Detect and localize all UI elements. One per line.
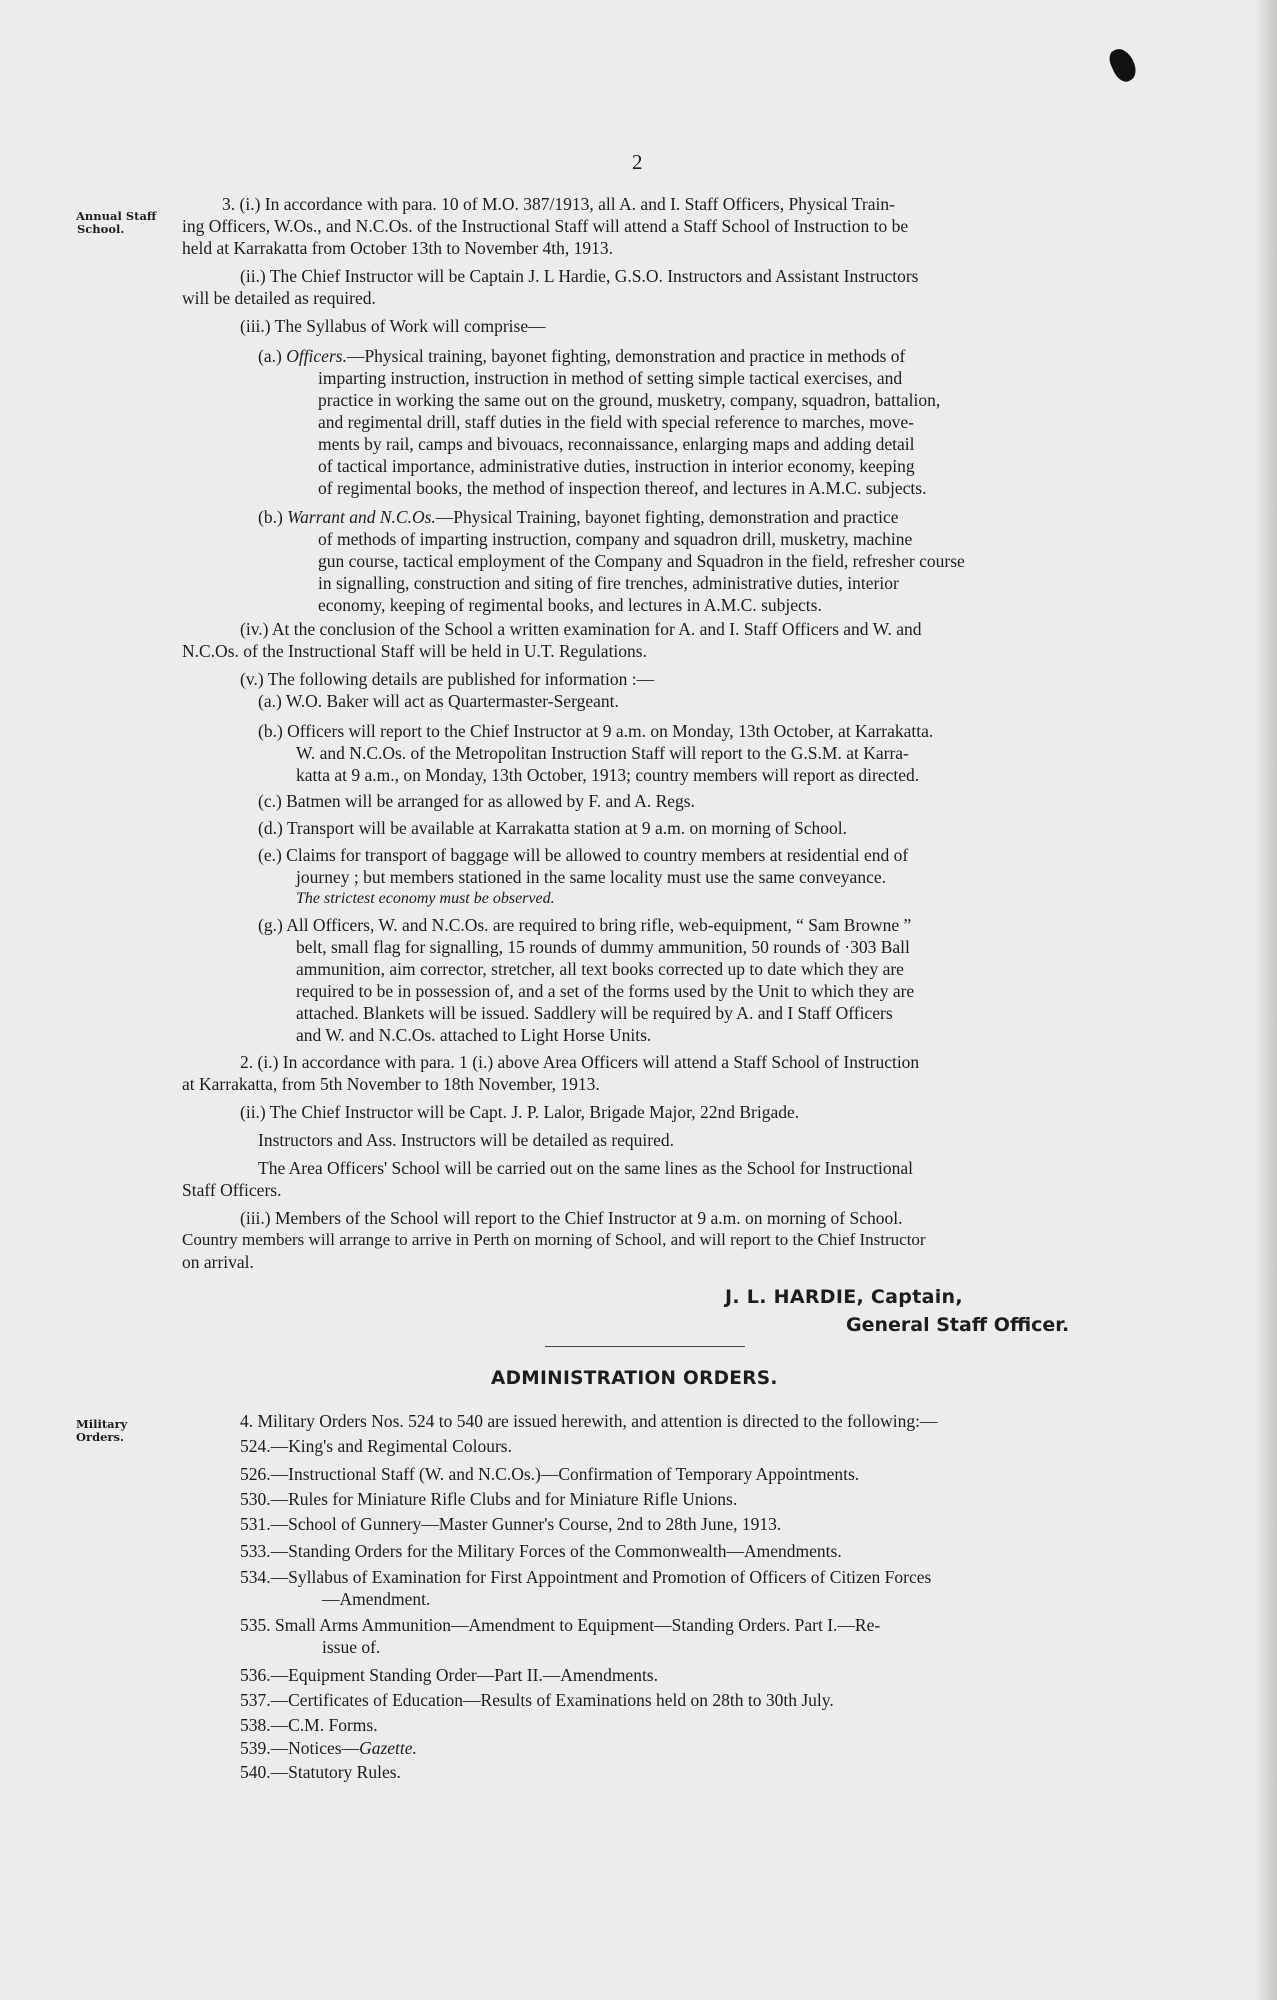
text-line: W. and N.C.Os. of the Metropolitan Instruction Staff will report to the G.S.M. at Karra-: [296, 743, 909, 763]
text-line: practice in working the same out on the ground, musketry, company, squadron, battalion,: [318, 390, 941, 410]
text-line: journey ; but members stationed in the same locality must use the same conveyance.: [296, 867, 886, 887]
text-line: economy, keeping of regimental books, and lectures in A.M.C. subjects.: [318, 595, 822, 615]
text-line: belt, small flag for signalling, 15 rounds of dummy ammunition, 50 rounds of ·303 Ball: [296, 937, 910, 957]
text-line: 524.—King's and Regimental Colours.: [240, 1436, 512, 1456]
text-line: and regimental drill, staff duties in the field with special reference to marches, move-: [318, 412, 914, 432]
text-line: (ii.) The Chief Instructor will be Capt. J. P. Lalor, Brigade Major, 22nd Brigade.: [240, 1102, 800, 1122]
text-line: Country members will arrange to arrive in Perth on morning of School, and will report to the Chief Instructor: [182, 1230, 926, 1249]
text-line: (b.) Officers will report to the Chief Instructor at 9 a.m. on Monday, 13th October, at Karrakatta.: [258, 721, 934, 741]
administration-orders-heading: ADMINISTRATION ORDERS.: [491, 1368, 778, 1389]
text-line: 533.—Standing Orders for the Military Forces of the Commonwealth—Amendments.: [240, 1541, 842, 1561]
text-line: gun course, tactical employment of the Company and Squadron in the field, refresher course: [318, 551, 965, 571]
text-line: 531.—School of Gunnery—Master Gunner's Course, 2nd to 28th June, 1913.: [240, 1514, 782, 1534]
text-line: 4. Military Orders Nos. 524 to 540 are issued herewith, and attention is directed to the following:—: [240, 1411, 938, 1431]
text-line: (iii.) The Syllabus of Work will comprise—: [240, 316, 546, 336]
text-line: Staff Officers.: [182, 1180, 282, 1200]
text-line: ammunition, aim corrector, stretcher, all text books corrected up to date which they are: [296, 959, 904, 979]
text-line: (ii.) The Chief Instructor will be Captain J. L Hardie, G.S.O. Instructors and Assistant Instructors: [240, 266, 919, 286]
text-line: of tactical importance, administrative duties, instruction in interior economy, keeping: [318, 456, 915, 476]
text-line: 540.—Statutory Rules.: [240, 1762, 401, 1782]
signature-name: J. L. HARDIE, Captain,: [725, 1286, 963, 1308]
text-line: The strictest economy must be observed.: [296, 890, 555, 907]
text-line: N.C.Os. of the Instructional Staff will be held in U.T. Regulations.: [182, 641, 647, 661]
text-line: (e.) Claims for transport of baggage will be allowed to country members at residential end of: [258, 845, 909, 865]
text-line: (iv.) At the conclusion of the School a written examination for A. and I. Staff Officers and W. and: [240, 619, 922, 639]
ink-blot: [1106, 45, 1140, 85]
text-line: 526.—Instructional Staff (W. and N.C.Os.)—Confirmation of Temporary Appointments.: [240, 1464, 860, 1484]
text-line: imparting instruction, instruction in method of setting simple tactical exercises, and: [318, 368, 903, 388]
text-line: 536.—Equipment Standing Order—Part II.—Amendments.: [240, 1665, 658, 1685]
text-line: ing Officers, W.Os., and N.C.Os. of the Instructional Staff will attend a Staff School of Instruction to be: [182, 216, 909, 236]
text-line: —Amendment.: [322, 1589, 431, 1609]
text-line: (a.) W.O. Baker will act as Quartermaster-Sergeant.: [258, 691, 619, 711]
text-line: attached. Blankets will be issued. Saddlery will be required by A. and I Staff Officers: [296, 1003, 893, 1023]
text-line: The Area Officers' School will be carried out on the same lines as the School for Instructional: [258, 1158, 914, 1178]
text-line: in signalling, construction and siting of fire trenches, administrative duties, interior: [318, 573, 899, 593]
text-line: required to be in possession of, and a set of the forms used by the Unit to which they are: [296, 981, 915, 1001]
text-line: 535. Small Arms Ammunition—Amendment to Equipment—Standing Orders. Part I.—Re-: [240, 1615, 881, 1635]
text-line: issue of.: [322, 1637, 381, 1657]
text-line: and W. and N.C.Os. attached to Light Horse Units.: [296, 1025, 652, 1045]
text-line: of regimental books, the method of inspection thereof, and lectures in A.M.C. subjects.: [318, 478, 927, 498]
text-line: 538.—C.M. Forms.: [240, 1715, 378, 1735]
text-line: (d.) Transport will be available at Karrakatta station at 9 a.m. on morning of School.: [258, 818, 848, 838]
text-line: Instructors and Ass. Instructors will be detailed as required.: [258, 1130, 675, 1150]
text-line: ments by rail, camps and bivouacs, reconnaissance, enlarging maps and adding detail: [318, 434, 915, 454]
text-line: (iii.) Members of the School will report to the Chief Instructor at 9 a.m. on morning of School.: [240, 1208, 903, 1228]
text-line: (v.) The following details are published for information :—: [240, 669, 655, 689]
signature-title: General Staff Officer.: [846, 1314, 1070, 1336]
text-line: will be detailed as required.: [182, 288, 376, 308]
text-line: held at Karrakatta from October 13th to November 4th, 1913.: [182, 238, 614, 258]
text-line: on arrival.: [182, 1252, 254, 1272]
officers-paragraph: (a.) Officers.—Physical training, bayonet fighting, demonstration and practice in methods of: [258, 346, 906, 366]
text-line: 537.—Certificates of Education—Results of Examinations held on 28th to 30th July.: [240, 1690, 834, 1710]
margin-note-annual-staff-school: Annual Staff School.: [76, 209, 157, 236]
page-edge-shadow: [1255, 0, 1277, 2000]
text-line: 2. (i.) In accordance with para. 1 (i.) above Area Officers will attend a Staff School of Instruction: [240, 1052, 920, 1072]
text-line: (c.) Batmen will be arranged for as allowed by F. and A. Regs.: [258, 791, 695, 811]
text-line: 3. (i.) In accordance with para. 10 of M.O. 387/1913, all A. and I. Staff Officers, Physical Train-: [222, 194, 895, 214]
margin-note-military-orders: Military Orders.: [76, 1417, 128, 1444]
text-line: at Karrakatta, from 5th November to 18th November, 1913.: [182, 1074, 600, 1094]
notices-line: 539.—Notices—Gazette.: [240, 1738, 417, 1758]
text-line: katta at 9 a.m., on Monday, 13th October, 1913; country members will report as directed.: [296, 765, 920, 785]
text-line: (g.) All Officers, W. and N.C.Os. are required to bring rifle, web-equipment, “ Sam Browne ”: [258, 915, 912, 935]
text-line: 534.—Syllabus of Examination for First Appointment and Promotion of Officers of Citizen Forces: [240, 1567, 932, 1587]
text-line: of methods of imparting instruction, company and squadron drill, musketry, machine: [318, 529, 913, 549]
divider-rule: [545, 1346, 745, 1347]
page-number: 2: [632, 150, 643, 174]
text-line: 530.—Rules for Miniature Rifle Clubs and for Miniature Rifle Unions.: [240, 1489, 738, 1509]
warrant-paragraph: (b.) Warrant and N.C.Os.—Physical Training, bayonet fighting, demonstration and practice: [258, 507, 899, 527]
